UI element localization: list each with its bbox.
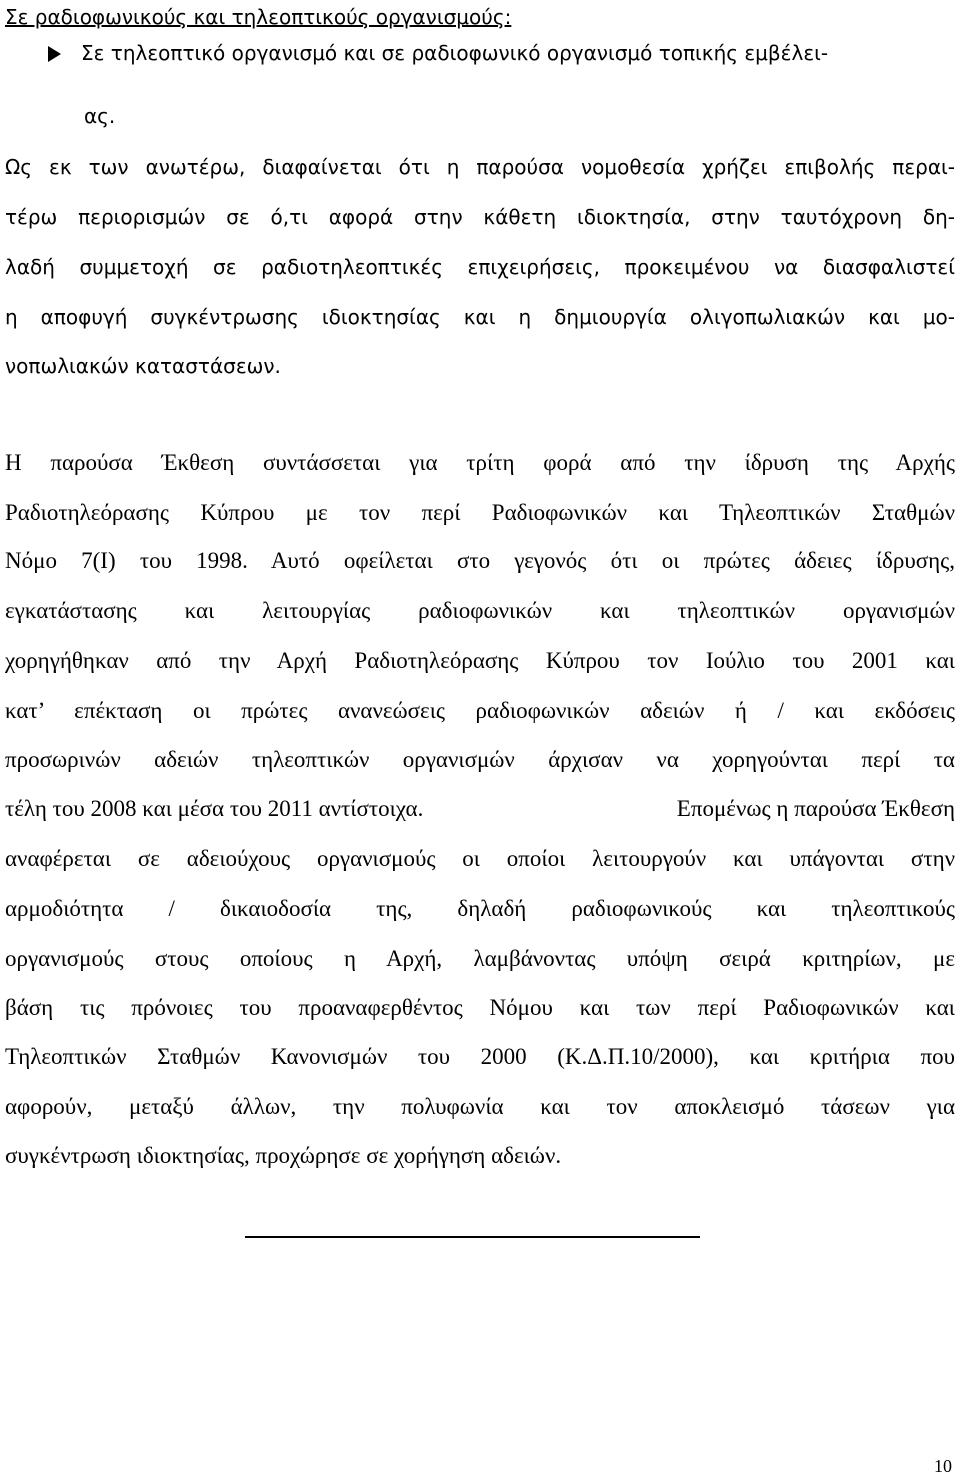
section-heading: Σε ραδιοφωνικούς και τηλεοπτικούς οργανισμούς:	[5, 5, 512, 29]
paragraph2-line4: εγκατάστασης και λειτουργίας ραδιοφωνικών και τηλεοπτικών οργανισμών	[5, 598, 955, 623]
paragraph2-line14: αφορούν, μεταξύ άλλων, την πολυφωνία και τον αποκλεισμό τάσεων για	[5, 1094, 955, 1119]
bullet-text-line2: ας.	[84, 104, 116, 128]
paragraph1-line1: Ως εκ των ανωτέρω, διαφαίνεται ότι η παρούσα νομοθεσία χρήζει επιβολής περαι-	[5, 155, 955, 179]
paragraph2-line9: αναφέρεται σε αδειούχους οργανισμούς οι οποίοι λειτουργούν και υπάγονται στην	[5, 846, 955, 871]
paragraph1-line5: νοπωλιακών καταστάσεων.	[5, 354, 281, 378]
paragraph2-line1: Η παρούσα Έκθεση συντάσσεται για τρίτη φορά από την ίδρυση της Αρχής	[5, 450, 955, 475]
paragraph2-line8-part-b: Επομένως η παρούσα Έκθεση	[676, 796, 955, 821]
page-number: 10	[934, 1456, 952, 1476]
bullet-item	[48, 40, 948, 66]
paragraph2-line2: Ραδιοτηλεόρασης Κύπρου με τον περί Ραδιοφωνικών και Τηλεοπτικών Σταθμών	[5, 500, 955, 525]
paragraph2-line12: βάση τις πρόνοιες του προαναφερθέντος Νόμου και των περί Ραδιοφωνικών και	[5, 995, 955, 1020]
paragraph2-line10: αρμοδιότητα / δικαιοδοσία της, δηλαδή ραδιοφωνικούς και τηλεοπτικούς	[5, 896, 955, 921]
paragraph2-line8-part-a: τέλη του 2008 και μέσα του 2011 αντίστοιχα.	[5, 796, 424, 821]
paragraph2-line13: Τηλεοπτικών Σταθμών Κανονισμών του 2000 (Κ.Δ.Π.10/2000), και κριτήρια που	[5, 1044, 955, 1069]
paragraph2-line6: κατ’ επέκταση οι πρώτες ανανεώσεις ραδιοφωνικών αδειών ή / και εκδόσεις	[5, 698, 955, 723]
paragraph2-line3-part-a: Νόμο 7(Ι) του 1998.	[5, 548, 248, 573]
paragraph2-line8	[5, 795, 955, 823]
section-separator	[245, 1236, 700, 1238]
paragraph2-line5: χορηγήθηκαν από την Αρχή Ραδιοτηλεόρασης Κύπρου τον Ιούλιο του 2001 και	[5, 648, 955, 673]
arrowhead-bullet-icon	[48, 46, 61, 62]
paragraph2-line3-part-b: Αυτό οφείλεται στο γεγονός ότι οι πρώτες άδειες ίδρυσης,	[270, 548, 955, 573]
paragraph1-line3: λαδή συμμετοχή σε ραδιοτηλεοπτικές επιχειρήσεις, προκειμένου να διασφαλιστεί	[5, 255, 955, 279]
paragraph1-line4: η αποφυγή συγκέντρωσης ιδιοκτησίας και η δημιουργία ολιγοπωλιακών και μο-	[5, 305, 955, 329]
paragraph2-line3	[5, 547, 955, 575]
paragraph2-line11: οργανισμούς στους οποίους η Αρχή, λαμβάνοντας υπόψη σειρά κριτηρίων, με	[5, 946, 955, 971]
paragraph1-line2: τέρω περιορισμών σε ό,τι αφορά στην κάθετη ιδιοκτησία, στην ταυτόχρονη δη-	[5, 205, 955, 229]
paragraph2-line7: προσωρινών αδειών τηλεοπτικών οργανισμών άρχισαν να χορηγούνται περί τα	[5, 747, 955, 772]
bullet-text-line1: Σε τηλεοπτικό οργανισμό και σε ραδιοφωνικό οργανισμό τοπικής εμβέλει-	[81, 41, 829, 65]
paragraph2-line15: συγκέντρωση ιδιοκτησίας, προχώρησε σε χορήγηση αδειών.	[5, 1143, 562, 1168]
